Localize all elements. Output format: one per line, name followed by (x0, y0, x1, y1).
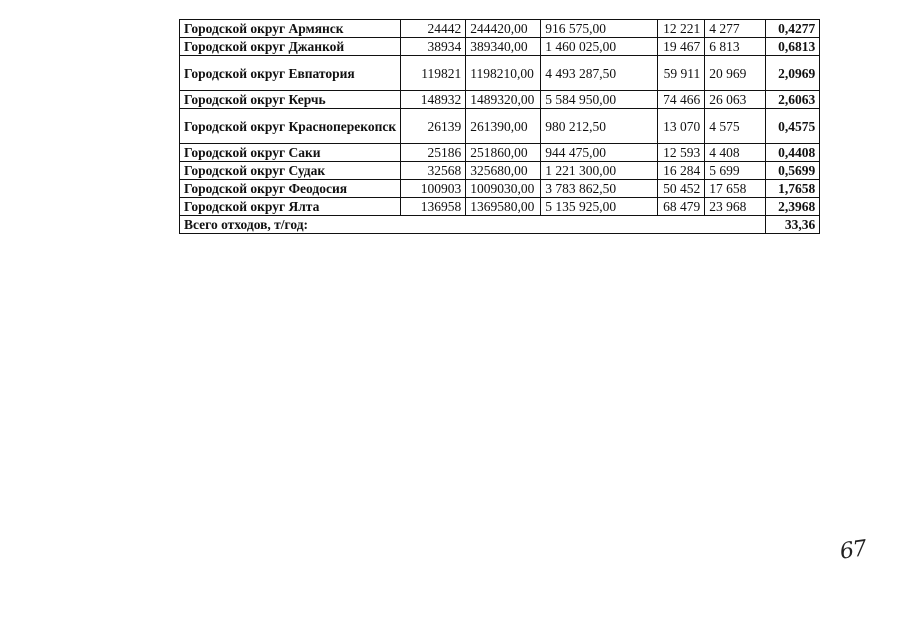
table-row (180, 162, 820, 180)
district-name-cell: Городской округ Феодосия (180, 180, 401, 198)
value-a-cell: 68 479 (658, 198, 705, 216)
mass-cell: 5 135 925,00 (541, 198, 658, 216)
population-cell: 26139 (401, 109, 466, 144)
population-cell: 24442 (401, 20, 466, 38)
result-cell: 0,4408 (766, 144, 820, 162)
value-b-cell: 23 968 (705, 198, 766, 216)
result-cell: 0,4575 (766, 109, 820, 144)
district-name-cell: Городской округ Армянск (180, 20, 401, 38)
value-b-cell: 20 969 (705, 56, 766, 91)
population-cell: 136958 (401, 198, 466, 216)
result-cell: 2,3968 (766, 198, 820, 216)
total-row (180, 216, 820, 234)
table-row (180, 91, 820, 109)
population-cell: 148932 (401, 91, 466, 109)
value-b-cell: 6 813 (705, 38, 766, 56)
result-cell: 2,0969 (766, 56, 820, 91)
result-cell: 0,6813 (766, 38, 820, 56)
value-b-cell: 4 575 (705, 109, 766, 144)
result-cell: 2,6063 (766, 91, 820, 109)
volume-cell: 389340,00 (466, 38, 541, 56)
result-cell: 1,7658 (766, 180, 820, 198)
mass-cell: 1 460 025,00 (541, 38, 658, 56)
value-b-cell: 4 277 (705, 20, 766, 38)
value-a-cell: 74 466 (658, 91, 705, 109)
value-a-cell: 12 593 (658, 144, 705, 162)
mass-cell: 3 783 862,50 (541, 180, 658, 198)
volume-cell: 1198210,00 (466, 56, 541, 91)
table-row (180, 198, 820, 216)
mass-cell: 4 493 287,50 (541, 56, 658, 91)
population-cell: 38934 (401, 38, 466, 56)
population-cell: 25186 (401, 144, 466, 162)
waste-table-body (180, 20, 820, 216)
mass-cell: 980 212,50 (541, 109, 658, 144)
district-name-cell: Городской округ Ялта (180, 198, 401, 216)
volume-cell: 1009030,00 (466, 180, 541, 198)
waste-table (179, 19, 820, 234)
result-cell: 0,5699 (766, 162, 820, 180)
page-number: 67 (838, 536, 868, 565)
table-row (180, 109, 820, 144)
mass-cell: 1 221 300,00 (541, 162, 658, 180)
district-name-cell: Городской округ Саки (180, 144, 401, 162)
volume-cell: 244420,00 (466, 20, 541, 38)
table-row (180, 144, 820, 162)
population-cell: 32568 (401, 162, 466, 180)
value-b-cell: 5 699 (705, 162, 766, 180)
result-cell: 0,4277 (766, 20, 820, 38)
mass-cell: 944 475,00 (541, 144, 658, 162)
district-name-cell: Городской округ Судак (180, 162, 401, 180)
volume-cell: 325680,00 (466, 162, 541, 180)
value-b-cell: 26 063 (705, 91, 766, 109)
value-b-cell: 17 658 (705, 180, 766, 198)
value-b-cell: 4 408 (705, 144, 766, 162)
table-row (180, 38, 820, 56)
value-a-cell: 16 284 (658, 162, 705, 180)
population-cell: 119821 (401, 56, 466, 91)
value-a-cell: 59 911 (658, 56, 705, 91)
total-label: Всего отходов, т/год: (180, 216, 766, 234)
district-name-cell: Городской округ Красноперекопск (180, 109, 401, 144)
table-row (180, 56, 820, 91)
value-a-cell: 19 467 (658, 38, 705, 56)
table-row (180, 20, 820, 38)
value-a-cell: 12 221 (658, 20, 705, 38)
volume-cell: 1489320,00 (466, 91, 541, 109)
volume-cell: 1369580,00 (466, 198, 541, 216)
table-row (180, 180, 820, 198)
total-value: 33,36 (766, 216, 820, 234)
district-name-cell: Городской округ Евпатория (180, 56, 401, 91)
district-name-cell: Городской округ Джанкой (180, 38, 401, 56)
population-cell: 100903 (401, 180, 466, 198)
value-a-cell: 13 070 (658, 109, 705, 144)
mass-cell: 5 584 950,00 (541, 91, 658, 109)
volume-cell: 261390,00 (466, 109, 541, 144)
volume-cell: 251860,00 (466, 144, 541, 162)
district-name-cell: Городской округ Керчь (180, 91, 401, 109)
mass-cell: 916 575,00 (541, 20, 658, 38)
value-a-cell: 50 452 (658, 180, 705, 198)
